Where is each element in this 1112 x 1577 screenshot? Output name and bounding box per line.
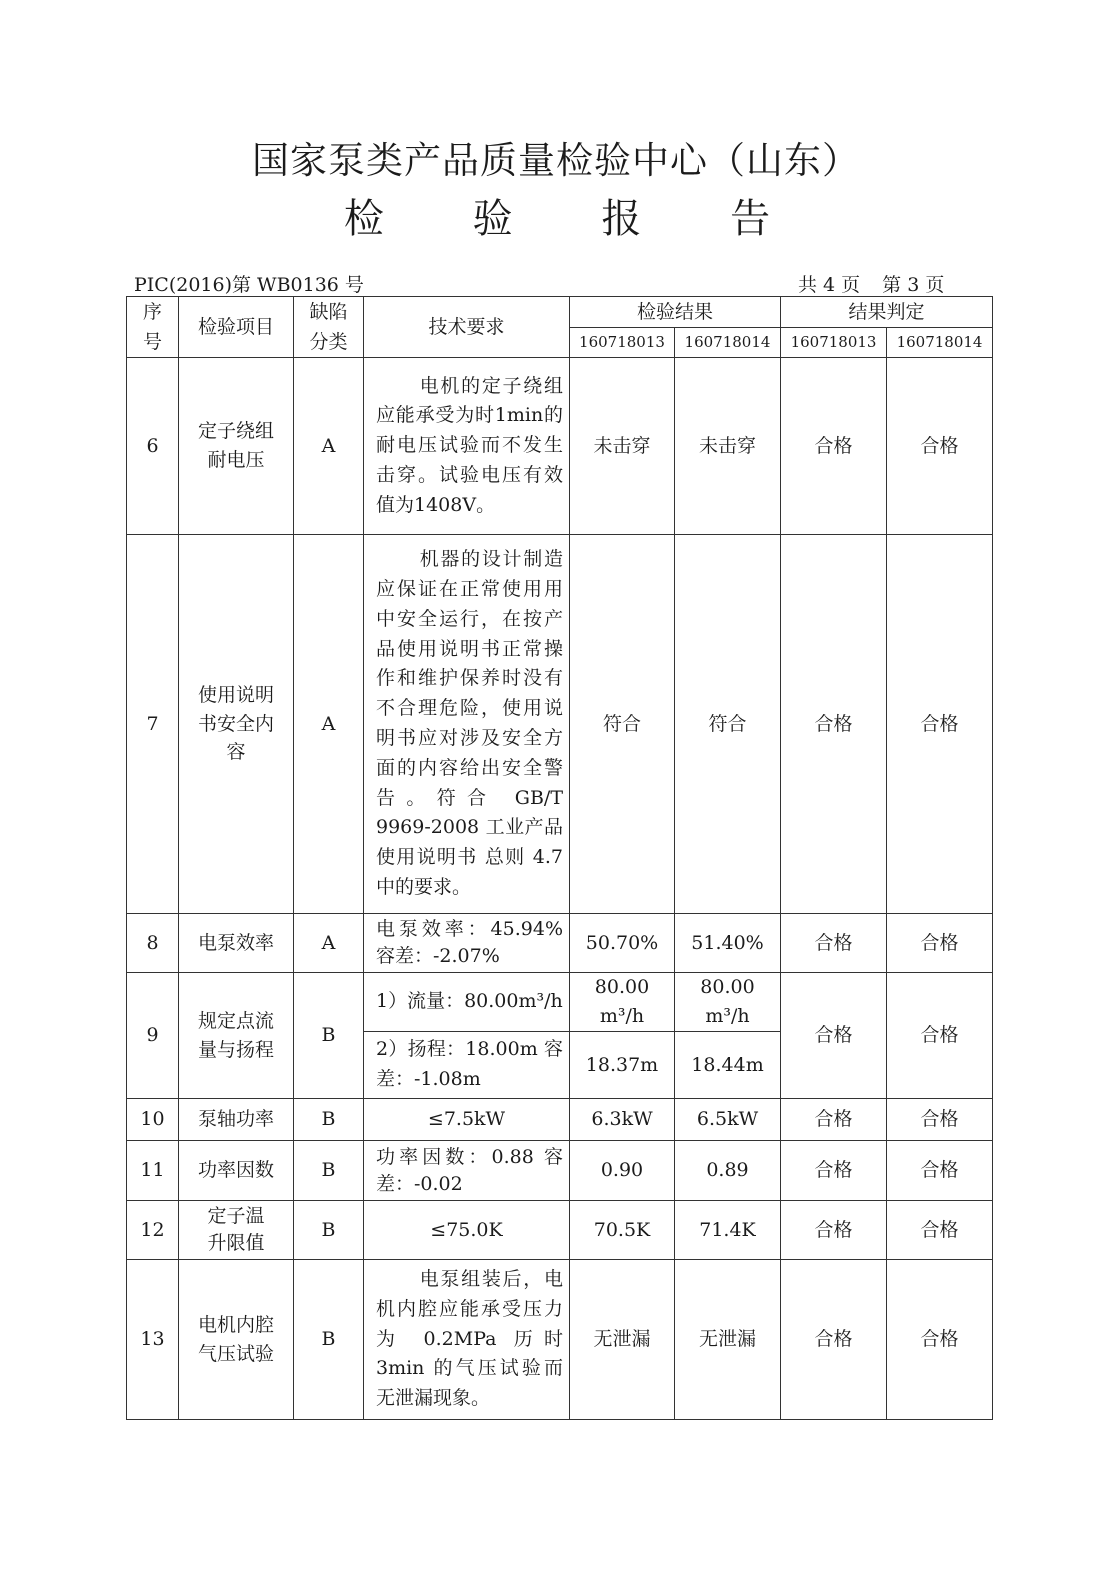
table-row bbox=[127, 358, 993, 535]
row-seq: 6 bbox=[127, 358, 179, 535]
row-result-2: 51.40% bbox=[675, 914, 781, 973]
row-item: 电机内腔气压试验 bbox=[179, 1260, 294, 1420]
row-item: 规定点流量与扬程 bbox=[179, 973, 294, 1099]
row-item: 电泵效率 bbox=[179, 914, 294, 973]
row-item: 泵轴功率 bbox=[179, 1099, 294, 1141]
row-judgement-2: 合格 bbox=[887, 1099, 993, 1141]
row-result-2-head: 18.44m bbox=[675, 1032, 781, 1099]
table-row bbox=[127, 1099, 993, 1141]
header-judgement: 结果判定 bbox=[781, 297, 993, 328]
row-requirement: 电泵组装后，电机内腔应能承受压力为 0.2MPa 历时 3min 的气压试验而无泄漏现象。 bbox=[364, 1260, 570, 1420]
inspection-table bbox=[126, 296, 993, 1420]
row-item: 定子绕组耐电压 bbox=[179, 358, 294, 535]
row-result-2: 无泄漏 bbox=[675, 1260, 781, 1420]
report-number: PIC(2016)第 WB0136 号 bbox=[134, 274, 364, 296]
row-seq: 13 bbox=[127, 1260, 179, 1420]
row-requirement: ≤75.0K bbox=[364, 1201, 570, 1260]
row-judgement-1: 合格 bbox=[781, 358, 887, 535]
row-result-1: 未击穿 bbox=[570, 358, 675, 535]
row-item: 功率因数 bbox=[179, 1141, 294, 1201]
row-result-2: 0.89 bbox=[675, 1141, 781, 1201]
row-judgement-1: 合格 bbox=[781, 1141, 887, 1201]
row-defect: B bbox=[294, 973, 364, 1099]
report-title: 国家泵类产品质量检验中心（山东） bbox=[252, 139, 860, 182]
row-judgement-2: 合格 bbox=[887, 1141, 993, 1201]
row-item: 使用说明书安全内容 bbox=[179, 535, 294, 914]
row-judgement-1: 合格 bbox=[781, 1201, 887, 1260]
header-sample1-result: 160718013 bbox=[570, 328, 675, 358]
header-sample1-judgement: 160718013 bbox=[781, 328, 887, 358]
row-requirement-head: 2）扬程：18.00m 容差：-1.08m bbox=[364, 1032, 570, 1099]
row-defect: B bbox=[294, 1260, 364, 1420]
row-requirement: 功率因数：0.88 容差：-0.02 bbox=[364, 1141, 570, 1201]
row-judgement-2: 合格 bbox=[887, 358, 993, 535]
row-result-2-flow: 80.00 m³/h bbox=[675, 973, 781, 1032]
row-item: 定子温升限值 bbox=[179, 1201, 294, 1260]
row-defect: B bbox=[294, 1201, 364, 1260]
row-judgement-2: 合格 bbox=[887, 973, 993, 1099]
row-defect: B bbox=[294, 1141, 364, 1201]
row-judgement-2: 合格 bbox=[887, 1260, 993, 1420]
table-row bbox=[127, 535, 993, 914]
row-result-1-head: 18.37m bbox=[570, 1032, 675, 1099]
header-seq: 序号 bbox=[127, 297, 179, 358]
row-result-1: 50.70% bbox=[570, 914, 675, 973]
table-row bbox=[127, 1141, 993, 1201]
row-defect: A bbox=[294, 914, 364, 973]
row-requirement: ≤7.5kW bbox=[364, 1099, 570, 1141]
header-result: 检验结果 bbox=[570, 297, 781, 328]
row-result-1: 符合 bbox=[570, 535, 675, 914]
row-judgement-2: 合格 bbox=[887, 535, 993, 914]
current-page: 第 3 页 bbox=[882, 274, 945, 296]
table-row bbox=[127, 1201, 993, 1260]
row-defect: A bbox=[294, 535, 364, 914]
row-result-2: 未击穿 bbox=[675, 358, 781, 535]
row-judgement-2: 合格 bbox=[887, 1201, 993, 1260]
row-requirement: 电泵效率：45.94% 容差：-2.07% bbox=[364, 914, 570, 973]
header-requirement: 技术要求 bbox=[364, 297, 570, 358]
row-seq: 12 bbox=[127, 1201, 179, 1260]
table-row bbox=[127, 1260, 993, 1420]
row-seq: 7 bbox=[127, 535, 179, 914]
row-result-2: 6.5kW bbox=[675, 1099, 781, 1141]
row-judgement-1: 合格 bbox=[781, 1099, 887, 1141]
table-row bbox=[127, 973, 993, 1032]
row-judgement-1: 合格 bbox=[781, 914, 887, 973]
header-sample2-result: 160718014 bbox=[675, 328, 781, 358]
row-seq: 8 bbox=[127, 914, 179, 973]
row-judgement-2: 合格 bbox=[887, 914, 993, 973]
page-info bbox=[798, 270, 944, 297]
row-result-2: 71.4K bbox=[675, 1201, 781, 1260]
row-result-1: 70.5K bbox=[570, 1201, 675, 1260]
row-defect: A bbox=[294, 358, 364, 535]
header-row bbox=[127, 297, 993, 328]
total-pages: 共 4 页 bbox=[798, 274, 861, 296]
row-result-1: 0.90 bbox=[570, 1141, 675, 1201]
report-subtitle: 检 验 报 告 bbox=[343, 196, 809, 242]
row-requirement-flow: 1）流量：80.00m³/h bbox=[364, 973, 570, 1032]
row-judgement-1: 合格 bbox=[781, 535, 887, 914]
row-seq: 10 bbox=[127, 1099, 179, 1141]
row-judgement-1: 合格 bbox=[781, 1260, 887, 1420]
row-result-1-flow: 80.00 m³/h bbox=[570, 973, 675, 1032]
row-seq: 11 bbox=[127, 1141, 179, 1201]
row-requirement: 机器的设计制造应保证在正常使用用中安全运行，在按产品使用说明书正常操作和维护保养时没有不合理危险，使用说明书应对涉及安全方面的内容给出安全警告。符合 GB/T 9969-2008 工业产品使用说明书 总则 4.7 中的要求。 bbox=[364, 535, 570, 914]
row-result-2: 符合 bbox=[675, 535, 781, 914]
table-row bbox=[127, 914, 993, 973]
header-sample2-judgement: 160718014 bbox=[887, 328, 993, 358]
row-judgement-1: 合格 bbox=[781, 973, 887, 1099]
row-requirement: 电机的定子绕组应能承受为时1min的耐电压试验而不发生击穿。试验电压有效值为1408V。 bbox=[364, 358, 570, 535]
row-result-1: 6.3kW bbox=[570, 1099, 675, 1141]
row-defect: B bbox=[294, 1099, 364, 1141]
header-item: 检验项目 bbox=[179, 297, 294, 358]
row-seq: 9 bbox=[127, 973, 179, 1099]
header-defect: 缺陷分类 bbox=[294, 297, 364, 358]
row-result-1: 无泄漏 bbox=[570, 1260, 675, 1420]
